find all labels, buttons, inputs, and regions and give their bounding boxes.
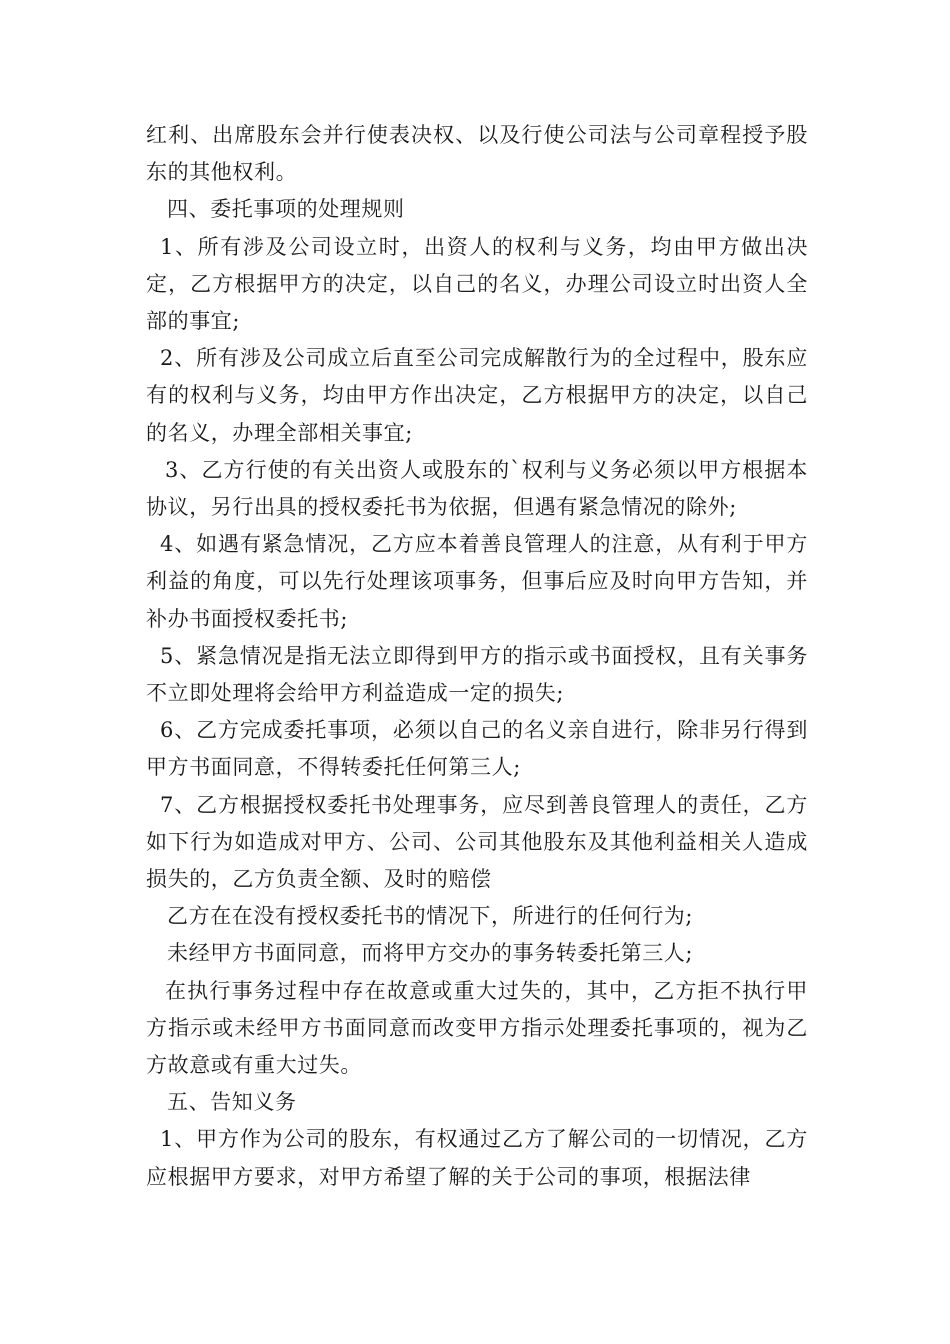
document-body: [146, 117, 808, 1196]
paragraph-sub-item-1: 乙方在在没有授权委托书的情况下，所进行的任何行为;: [167, 904, 694, 929]
paragraph-rights-continuation: 红利、出席股东会并行使表决权、以及行使公司法与公司章程授予股东的其他权利。: [146, 123, 808, 185]
paragraph-sub-item-2: 未经甲方书面同意，而将甲方交办的事务转委托第三人;: [167, 941, 694, 966]
paragraph-clause-4: 4、如遇有紧急情况，乙方应本着善良管理人的注意，从有利于甲方利益的角度，可以先行处理该项事务，但事后应及时向甲方告知，并补办书面授权委托书;: [146, 532, 808, 631]
paragraph-clause-2: 2、所有涉及公司成立后直至公司完成解散行为的全过程中，股东应有的权利与义务，均由甲方作出决定，乙方根据甲方的决定，以自己的名义，办理全部相关事宜;: [146, 346, 808, 445]
paragraph-clause-1: 1、所有涉及公司设立时，出资人的权利与义务，均由甲方做出决定，乙方根据甲方的决定，以自己的名义，办理公司设立时出资人全部的事宜;: [146, 234, 808, 334]
section-heading-notification-duty: 五、告知义务: [167, 1090, 297, 1115]
paragraph-notification-clause-1: 1、甲方作为公司的股东，有权通过乙方了解公司的一切情况，乙方应根据甲方要求，对甲方希望了解的关于公司的事项，根据法律: [146, 1127, 808, 1189]
paragraph-sub-item-3: 在执行事务过程中存在故意或重大过失的，其中，乙方拒不执行甲方指示或未经甲方书面同意而改变甲方指示处理委托事项的，视为乙方故意或有重大过失。: [146, 978, 808, 1078]
paragraph-clause-5: 5、紧急情况是指无法立即得到甲方的指示或书面授权，且有关事务不立即处理将会给甲方利益造成一定的损失;: [146, 643, 808, 706]
section-heading-handling-rules: 四、委托事项的处理规则: [167, 197, 405, 222]
paragraph-clause-6: 6、乙方完成委托事项，必须以自己的名义亲自进行，除非另行得到甲方书面同意，不得转委托任何第三人;: [146, 718, 808, 780]
paragraph-clause-3: 3、乙方行使的有关出资人或股东的`权利与义务必须以甲方根据本协议，另行出具的授权委托书为依据，但遇有紧急情况的除外;: [146, 457, 808, 520]
paragraph-clause-7: 7、乙方根据授权委托书处理事务，应尽到善良管理人的责任，乙方如下行为如造成对甲方、公司、公司其他股东及其他利益相关人造成损失的，乙方负责全额、及时的赔偿: [146, 792, 808, 892]
